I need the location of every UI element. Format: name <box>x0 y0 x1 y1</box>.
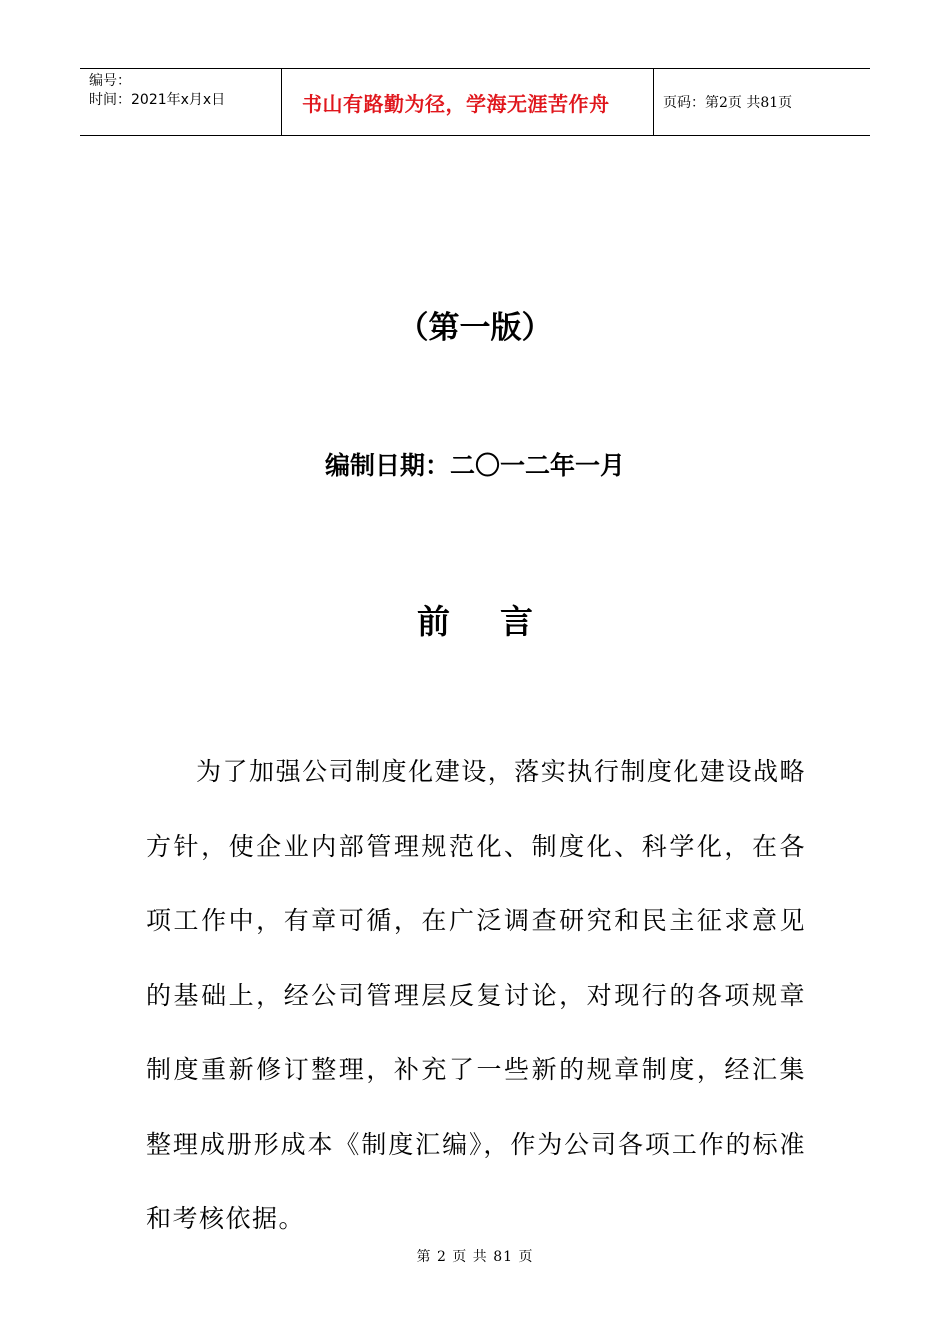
page-header <box>80 68 870 136</box>
header-page-info: 页码：第2页 共81页 <box>663 95 793 111</box>
serial-number-label: 编号： <box>89 73 131 89</box>
header-meta-cell <box>80 69 282 135</box>
header-motto: 书山有路勤为径，学海无涯苦作舟 <box>302 91 610 116</box>
edition-title: （第一版） <box>397 310 553 346</box>
preface-paragraph: 为了加强公司制度化建设，落实执行制度化建设战略方针，使企业内部管理规范化、制度化、科学化，在各项工作中，有章可循，在广泛调查研究和民主征求意见的基础上，经公司管理层反复讨论，对现行的各项规章制度重新修订整理，补充了一些新的规章制度，经汇集整理成册形成本《制度汇编》，作为公司各项工作的标准和考核依据。 <box>146 757 806 1233</box>
header-page-cell <box>654 69 870 135</box>
header-motto-cell <box>282 69 654 135</box>
time-label: 时间：2021年x月x日 <box>89 92 226 108</box>
page-footer: 第 2 页 共 81 页 <box>416 1249 534 1265</box>
preface-heading: 前言 <box>417 602 583 641</box>
compile-date: 编制日期：二〇一二年一月 <box>324 451 625 480</box>
